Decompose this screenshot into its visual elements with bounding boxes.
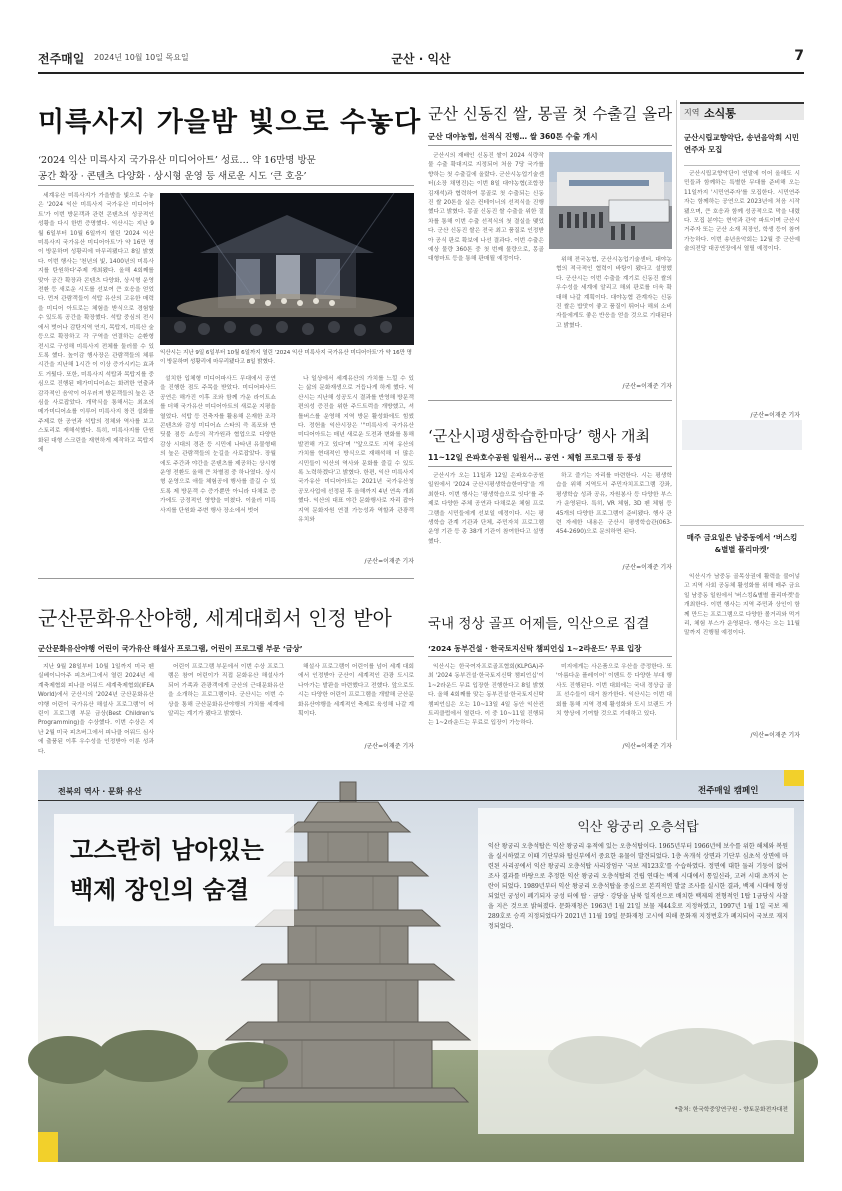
banner-accent-bottom [38, 1132, 58, 1162]
a4-body-col1-text: 지난 9월 28일부터 10월 1일까지 미국 펜실베이니아주 피츠버그에서 열린 2024년 세계축제협회 피나클 어워드 세계축제협회(IFEA World)에서 군산시의 '2024년 군산문화유산야행 어린이 국가유산 해설사 프로그램'이 어린이 프로그램 부문 금상(Best Children's Programming)을 수상했다. 이번 수상은 지난 2월 미국 피츠버그에서 피나클 어워드 심사에 출품된 이후 우수성을 인정받아 이룬 성과다. [38, 664, 154, 755]
banner-source: *출처: 한국학중앙연구원 - 향토문화전자대전 [674, 1107, 788, 1113]
a5-headline: 국내 정상 골프 어제들, 익산으로 집결 [428, 616, 650, 632]
a3-body-col1-text: 군산시가 오는 11일과 12일 은파호수공원 일원에서 '2024 군산시평생학습한마당'을 개최한다. 이번 행사는 '평생학습으로 잇다'를 주제로 다양한 주체 공연과 다채로운 체험 프로그램을 시민들에게 선보일 예정이다. 시는 평생학습 관계 기관과 단체, 주민자치 프로그램 운영 기관 등 총 38개 기관이 참여한다고 설명했다. [428, 473, 544, 545]
a3-headline: ‘군산시평생학습한마당’ 행사 개최 [428, 427, 650, 445]
a3-top-rule [428, 400, 672, 401]
a1-subheadline-2: 공간 확장 · 콘텐츠 다양화 · 상시형 운영 등 새로운 시도 ‘큰 호응’ [38, 171, 307, 182]
a5-body-col1 [428, 663, 544, 751]
a1-subheadline-1: ‘2024 익산 미륵사지 국가유산 미디어아트’ 성료… 약 16만명 방문 [38, 155, 316, 166]
banner-headline-1: 고스란히 남아있는 [70, 836, 264, 864]
a1-sub-rule [38, 185, 414, 186]
a4-body-col3 [298, 663, 414, 741]
a5-body-col1-text: 익산시는 한국여자프로골프협회(KLPGA)주최 '2024 동부건설·한국토지신탁 챔피언십'이 1~2라운드 무료 입장한 진행한다고 8일 밝혔다. 올해 4회째를 맞는 동부건설·한국토지신탁 챔피언십은 오는 10~13일 4일 동안 익산컨트리클럽에서 열린다. 이 중 10~11일 진행되는 1~2라운드는 무료로 입장이 가능하다. [428, 664, 544, 727]
a1-concert-photo [160, 193, 414, 345]
a5-byline: /익산=이재준 기자 [622, 743, 672, 750]
a2-shipment-photo [549, 152, 672, 249]
a2-body-col2 [556, 256, 672, 382]
sidebar-news2-title: 매주 금요일은 남중동에서 ‘버스킹&별별 플리마켓’ [686, 533, 798, 554]
banner-left-label: 전북의 역사 · 문화 유산 [58, 787, 142, 796]
sidebar-divider [680, 525, 804, 526]
a3-body-col2-text: 하고 즐기는 자리를 마련한다. 시는 평생학습을 위해 지역도서 주민자치프로그램 강좌, 평생학습 성과 공유, 자원봉사 등 다양한 부스가 운영된다. 특히, VR 체험, 3D 펜 체험 등 45개의 다양한 프로그램이 준비됐다. 행사 관련 자세한 내용은 군산시 평생학습관(063-454-2690)으로 문의하면 된다. [556, 473, 672, 536]
banner-accent-top [784, 770, 804, 786]
a1-photo-caption: 익산시는 지난 9일 6일부터 10월 6일까지 열린 '2024 익산 미륵사지 국가유산 미디어아트'가 약 16만 명이 방문하며 성황리에 마무리됐다고 8일 밝혔다. [160, 350, 412, 365]
banner-heading: 익산 왕궁리 오층석탑 [577, 820, 699, 835]
warehouse-illustration [549, 152, 672, 249]
a5-body-col2 [556, 663, 672, 741]
a4-body-col1 [38, 663, 154, 755]
sidebar-news2-body [684, 573, 800, 733]
banner-right-label: 전주매일 캠페인 [698, 786, 759, 796]
sidebar-tag-title: 소식통 [704, 107, 736, 120]
a1-body-col3-text: 나 일상에서 세계유산의 가치를 느낄 수 있는 삶의 문화재생으로 거듭나게 하게 했다. 익산시는 지난해 성공도시 결과를 반영해 방문객 편의성 증진을 위한 주드트럭을 개방했고, 셔틀버스를 운영해 지역 방문 활성화에도 힘썼다. 정헌율 익산시장은 '''미륵사지 국가유산 미디어아트는 매년 새로운 도전과 변화를 통해 발전해 가고 있다'며 ''앞으로도 지역 유산의 가치를 현대적인 방식으로 재해석해 더 많은 시민들이 익산의 역사와 문화를 즐길 수 있도록 노력하겠다'고 밝혔다. 한편, 익산 미륵사지 국가유산 미디어아트는 2021년 국가유산청 공모사업에 선정된 후 올해까지 4년 연속 개최했다. 익산의 대표 야간 문화행사로 자리 잡아 지역 문화자원 연결 가능성과 역할과 관광객 유치와 [298, 376, 414, 524]
sidebar-tag-bar [680, 102, 804, 120]
stage-illustration [160, 193, 414, 345]
page-number: 7 [794, 48, 804, 64]
a4-subheadline: 군산문화유산야행 어린이 국가유산 해설사 프로그램, 어린이 프로그램 부문 ‘금상’ [38, 644, 303, 653]
masthead-brand: 전주매일 [38, 52, 85, 66]
page-header [38, 48, 804, 70]
a5-subheadline: ‘2024 동부건설 · 한국토지신탁 챔피언십 1~2라운드’ 무료 입장 [428, 644, 642, 653]
campaign-banner [38, 770, 804, 1162]
a3-body-col1 [428, 472, 544, 570]
a2-sub-rule [428, 145, 672, 146]
sidebar-news2-byline: /익산=이재준 기자 [750, 732, 800, 739]
a2-body-col2-text: 위해 전국농협, 군산시농업기술센터, 대야농협의 적극적인 협력이 바탕이 됐다고 설명했다. 군산시는 이번 수출을 계기로 신동진 쌀의 우수성을 세계에 알리고 해외 판로를 더욱 확대해 나갈 계획이다. 대야농협 관계자는 신동진 쌀은 밥맛이 좋고 품질이 뛰어나 해외 소비자들에게도 좋은 반응을 얻을 것으로 기대된다고 밝혔다. [556, 257, 672, 329]
a1-body-col1-text: 세계유산 미륵사지가 가을밤을 빛으로 수놓은 '2024 익산 미륵사지 국가유산 미디어아트'가 이번 방문객과 관련 콘텐츠의 성공적인 성황을 다시 한번 증명했다. 익산시는 지난 9월 6일부터 10월 6일까지 열린 '2024 익산 미륵사지 국가유산 미디어아트'가 약 16만 명이 방문하며 성황리에 마무리됐다고 8일 밝혔다. 이번 행사는 '천년의 빛, 1400년의 미륵사지를 탄원하다'주제 개최됐다. 올해 4회째를 맞아 공간 확장과 콘텐츠 다양화, 상시형 운영 전환 등 새로운 시도를 선보여 큰 호응을 얻었다. 먼저 관람객들이 석탑 유산의 고유한 매력을 미디어 아트로는 체험을 받식으로 경험할 수 있도록 공간을 확장했다. 석탑 중심의 전시에서 벗어나 감탄지역 연지, 목탑지, 미륵산 숲 등으로 확장하고 각 구역을 연결하는 순환형 전시로 구성해 미륵사지 전체를 둘러볼 수 있도록 했다. 높이감 행사장은 관람객들의 체류시간을 지난해 1시간 이 이상 증가시키는 효과도 거뒀다. 또한, 미륵사지 석탑과 목탑지를 중심으로 진행된 메가미디어쇼는 화려한 연출과 감각적인 음악이 어우러져 방문객들의 높은 관심을 사로잡았다. 개막식을 통해서는 최초의 메가미디어쇼를 이루어 미륵사지 창건 설화를 주제로 한 공연과 석탑의 정체와 역사를 보고 스토리로 재해석했다. 특히, 미륵사지를 단원화된 대형 스크린을 재현하게 제작하고 목탑지에 [38, 193, 154, 453]
sidebar-tag: 지역 [684, 108, 700, 117]
section-name: 군산 · 익산 [391, 52, 451, 66]
sidebar-news1-photo [682, 420, 802, 450]
a5-sub-rule [428, 656, 672, 657]
banner-text: 익산 왕궁리 오층석탑은 익산 왕궁리 유적에 있는 오층석탑이다. 1965년부터 1966년에 보수를 위한 해체와 복원을 실시하였고 이때 기단부와 탑신부에서 중요한 유물이 발견되었다. 1층 옥개석 상면과 기단부 심초석 상면에 마련된 사리공에서 익산 왕궁리 오층석탑 사리장엄구 '국보 제123호'를 수습하였다. 정면에 대한 둘러 기둥이 없어 조사 결과를 바탕으로 추정한 익산 왕궁리 오층석탑의 건립 연대는 백제 시대에서 통일신라, 고려 시대 초까지 논란이 되었다. 1989년부터 익산 왕궁리 오층석탑을 중심으로 본격적인 발굴 조사를 실시한 결과, 백제 시대에 형성되었던 궁성이 폐기되자 궁성 터에 탑 · 금당 · 강당을 남북 일직선으로 배치한 백제의 전형적인 1탑 1금당식 사찰을 지은 것으로 밝혀졌다. 문화재청은 1963년 1월 21일 보물 제44호로 지정하였고, 1997년 1월 1일 국보 제289호로 승격 지정되었다가 2021년 11월 19일 문화재청 고시에 의해 문화재 지정번호가 폐지되어 국보로 재지정되었다. [488, 843, 788, 930]
a1-body-col1 [38, 192, 154, 568]
sidebar-vertical-rule [676, 100, 677, 740]
header-rule [38, 72, 804, 74]
a3-sub-rule [428, 466, 672, 467]
a2-body-col1-text: 군산시의 재배인 신동진 쌀이 2024 식량작물 수출 확대지로 지정되어 처음 7당 국가를 향하는 첫 수출길에 올랐다. 군산시농업기술센터(소장 채명진)는 이번 8일 대야농협(조합장 김재석)과 협력하여 몽골로 첫 수출되는 신동진 쌀 20톤을 실은 컨테이너의 선적식을 진행했다고 밝혔다. 몽골 신동진 쌀 수출을 위한 절차를 통해 이번 수출 선적식의 첫 결실을 맺었다. 군산 신동진 쌀은 전국 최고 품질로 인정받아 공식 판로 확보에 나선 결과다. 이번 수출은 예상 물량 360톤 중 첫 번째 물량으로, 몽골 대형마트 등을 통해 판매될 예정이다. [428, 153, 544, 263]
sidebar-news2-text: 익산시가 남중동 골목상권에 활력을 불어넣고 지역 사회 공동체 활성화를 위해 매주 금요일 남중동 일원에서 '버스킹&별별 플리마켓'을 개최한다. 이번 행사는 지역 주민과 상인이 함께 만드는 프로그램으로 다양한 볼거리와 먹거리, 체험 부스가 운영된다. 행사는 오는 11월 말까지 진행될 예정이다. [684, 574, 800, 637]
sidebar-news1-body [684, 170, 800, 412]
a1-byline: /군산=이재준 기자 [364, 558, 414, 565]
a1-body-col2-text: 설치한 입체형 미디어파사드 무대에서 공연을 진행한 점도 주목을 받았다. 미디어파사드 공연은 해가진 이후 조와 함께 가운 라이트쇼를 더해 국가유산 미디어아트의 새로운 지평을 열었다. 석탑 등 건축자를 활용해 은재한 조각 콘텐츠와 감성 미디어쇼 스타의 즉 폭포와 반딧불 점등 쇼등의 작가원과 협업으로 다양한 감상 시대의 경관 등 시민에 나타낸 유물형태의 높은 관람객들의 눈길을 사로잡았다. 장월에도 주간과 야간을 콘텐츠를 제공하는 상시형 운영 전환도 올해 큰 차별점 중 하나였다. 상시형 운영으로 애들 체험공에 행사를 즐길 수 있도록 제 방문객 수 증가뿐만 아니라 다채로 증가에도 긍정적인 영향을 미쳤다. 이울러 미륵사지를 단원화 주변 행사 장소에서 벗어 [160, 376, 276, 514]
sidebar-news1-rule [684, 165, 800, 166]
a1-headline: 미륵사지 가을밤 빛으로 수놓다 [38, 107, 422, 138]
sidebar-news1-title: 군산시립교향악단, 송년음악회 시민연주자 모집 [684, 133, 800, 154]
sidebar-news1-byline: /군산=이재준 기자 [750, 412, 800, 419]
a4-body-col2 [168, 663, 284, 751]
a2-subheadline: 군산 대야농협, 선적식 진행… 쌀 360톤 수출 개시 [428, 132, 598, 141]
a4-byline: /군산=이재준 기자 [364, 743, 414, 750]
issue-date: 2024년 10월 10일 목요일 [94, 53, 189, 62]
a2-headline: 군산 신동진 쌀, 몽골 첫 수출길 올라 [428, 105, 673, 123]
a1-body-col3 [298, 375, 414, 555]
banner-headline-2: 백제 장인의 숨결 [70, 876, 249, 904]
a2-body-col1 [428, 152, 544, 390]
a5-body-col2-text: 미지에게는 사은품으로 우산을 증정한다. 또 '아름다운 플레이어' 이벤트 등 다양한 부대 행사도 진행된다. 이번 대회에는 국내 정상급 골프 선수들이 대거 참가한다. 익산시는 이번 대회를 통해 지역 경제 활성화와 도시 브랜드 가치 향상에 기여할 것으로 기대하고 있다. [556, 664, 672, 718]
a4-sub-rule [38, 656, 414, 657]
a2-byline: /군산=이재준 기자 [622, 383, 672, 390]
a3-body-col2 [556, 472, 672, 562]
a4-body-col3-text: 해설사 프로그램이 어린이를 넘어 세계 대회에서 인정받아 군산이 세계적인 관광 도시로 나아가는 발판을 마련했다고 전했다. 앞으로도 시는 다양한 어린이 프로그램을 개발해 군산문화유산야행을 세계적인 축제로 육성해 나갈 계획이다. [298, 664, 414, 718]
a3-subheadline: 11~12일 은파호수공원 일원서… 공연 · 체험 프로그램 등 풍성 [428, 453, 642, 462]
a4-top-rule [38, 578, 414, 579]
a4-headline: 군산문화유산야행, 세계대회서 인정 받아 [38, 606, 392, 630]
banner-top-rule [38, 800, 804, 801]
a1-body-col2 [160, 375, 276, 568]
sidebar-news1-text: 군산시립교향악단이 연말에 이어 올해도 시민들과 함께하는 특별한 무대를 준비해 오는 11일까지 '시민연주자'를 모집한다. 시민연주자는 함께하는 공연으로 2023년에 처음 시작됐으며, 큰 호응과 함께 성공적으로 막을 내렸다. 모집 분야는 현악과 관악 파트이며 군산시 거주자 또는 군산 소재 직장인, 학생 등이 참여 가능하다. 이번 송년음악회는 12월 중 군산예술의전당 대공연장에서 열릴 예정이다. [684, 171, 800, 253]
a4-body-col2-text: 어린이 프로그램 부문에서 이번 수상 프로그램은 참여 어린이가 직접 문화유산 해설사가 되어 가족과 관광객에게 군산의 근대문화유산을 소개하는 프로그램이다. 군산시는 이번 수상을 통해 군산문화유산야행의 가치를 세계에 알리는 계기가 됐다고 밝혔다. [168, 664, 284, 718]
a3-byline: /군산=이재준 기자 [622, 564, 672, 571]
